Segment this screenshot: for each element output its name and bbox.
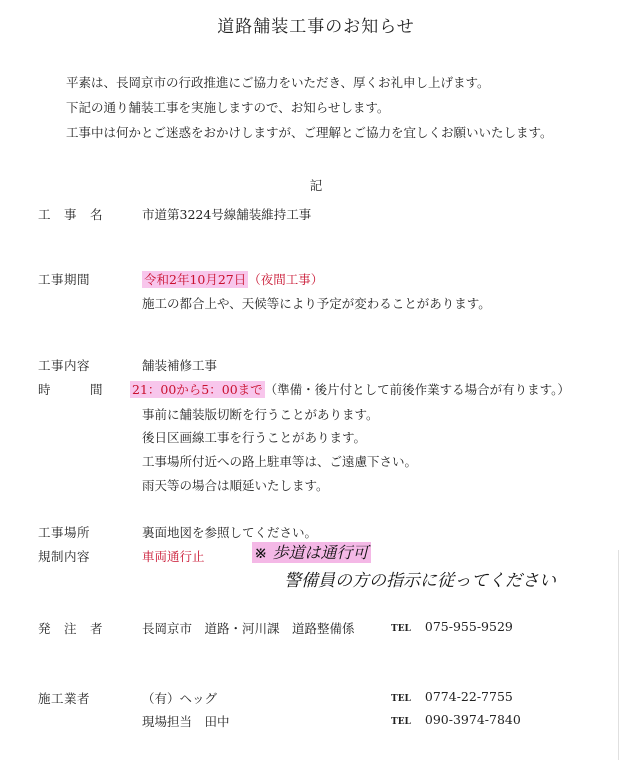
- orderer-label: 発 注 者: [38, 621, 104, 636]
- period-value: [142, 270, 323, 288]
- content-value: 舗装補修工事: [142, 358, 218, 373]
- contractor-tel: [391, 689, 513, 704]
- tel-icon: TEL: [391, 694, 411, 704]
- time-note-1: 事前に舗装版切断を行うことがあります。: [142, 407, 379, 422]
- contractor-tel-number: 0774-22-7755: [424, 689, 513, 704]
- place-value: 裏面地図を参照してください。: [142, 525, 318, 540]
- scan-edge-line: [618, 550, 619, 760]
- restriction-value: 車両通行止: [142, 549, 205, 564]
- intro-line-2: 下記の通り舗装工事を実施しますので、お知らせします。: [66, 100, 390, 115]
- orderer-value: 長岡京市 道路・河川課 道路整備係: [142, 621, 355, 636]
- time-note-4: 雨天等の場合は順延いたします。: [142, 478, 329, 493]
- contractor-label: 施工業者: [38, 691, 91, 706]
- place-label: 工事場所: [38, 525, 91, 540]
- contractor-tel2: [391, 712, 521, 727]
- period-date: 令和2年10月27日: [144, 272, 247, 287]
- period-label: 工事期間: [38, 272, 91, 287]
- orderer-tel: [391, 619, 513, 634]
- contractor-name: （有）ヘッグ: [142, 691, 218, 706]
- period-night: （夜間工事）: [248, 272, 324, 287]
- restriction-label: 規制内容: [38, 549, 91, 564]
- period-note: 施工の都合上や、天候等により予定が変わることがあります。: [142, 296, 491, 311]
- tel-icon: TEL: [391, 624, 411, 634]
- intro-line-3: 工事中は何かとご迷惑をおかけしますが、ご理解とご協力を宜しくお願いいたします。: [66, 125, 553, 140]
- construction-name-label: 工 事 名: [38, 207, 104, 222]
- time-label: 時 間: [38, 382, 104, 397]
- ki-heading: 記: [309, 178, 323, 193]
- time-value: [130, 380, 570, 398]
- handwritten-note-2: 警備員の方の指示に従ってください: [284, 571, 556, 591]
- handwritten-note-1-text: ※ 歩道は通行可: [254, 543, 369, 562]
- handwritten-note-1: [252, 540, 371, 563]
- intro-line-1: 平素は、長岡京市の行政推進にご協力をいただき、厚くお礼申し上げます。: [66, 75, 490, 90]
- contractor-manager: 現場担当 田中: [142, 714, 230, 729]
- contractor-tel2-number: 090-3974-7840: [424, 712, 521, 727]
- page-title: 道路舗装工事のお知らせ: [217, 17, 415, 37]
- tel-icon: TEL: [391, 717, 411, 727]
- orderer-tel-number: 075-955-9529: [424, 619, 513, 634]
- time-note-3: 工事場所付近への路上駐車等は、ご遠慮下さい。: [142, 454, 418, 469]
- construction-name-value: 市道第3224号線舗装維持工事: [142, 207, 312, 222]
- time-hours-note: （準備・後片付として前後作業する場合が有ります。）: [264, 382, 570, 397]
- content-label: 工事内容: [38, 358, 91, 373]
- time-note-2: 後日区画線工事を行うことがあります。: [142, 430, 367, 445]
- time-hours: 21：00から5：00まで: [132, 382, 263, 397]
